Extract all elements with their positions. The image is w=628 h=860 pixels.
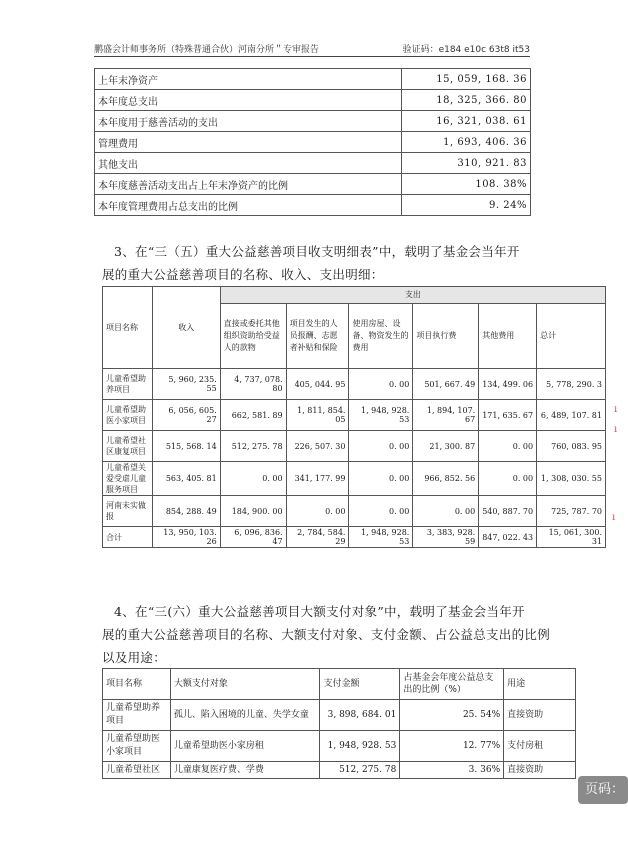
total-cell: 1, 308, 030. 55 <box>537 462 606 496</box>
header-total: 总计 <box>537 304 606 369</box>
table-row <box>95 111 531 132</box>
large-payment-table <box>102 668 576 779</box>
direct-cell: 4, 737, 078. 80 <box>220 369 286 400</box>
paragraph-line: 展的重大公益慈善项目的名称、大额支付对象、支付金额、占公益总支出的比例 <box>102 627 551 642</box>
paragraph-line: 4、在“三(六）重大公益慈善项目大额支付对象”中，载明了基金会当年开 <box>114 604 525 619</box>
header-amount: 支付金额 <box>320 669 400 700</box>
direct-cell: 0. 00 <box>220 462 286 496</box>
facility-cell: 1, 948, 928. 53 <box>349 400 413 431</box>
amount-cell: 3, 898, 684. 01 <box>320 700 400 731</box>
row-label: 其他支出 <box>95 153 402 174</box>
margin-mark: ı <box>614 404 618 415</box>
labor-cell: 2, 784, 584. 29 <box>286 527 349 548</box>
ratio-cell: 12. 77% <box>400 731 504 762</box>
row-label: 上年末净资产 <box>95 69 402 90</box>
header-payee: 大额支付对象 <box>170 669 320 700</box>
paragraph-line: 以及用途： <box>102 650 167 665</box>
header-income: 收入 <box>152 287 220 369</box>
facility-cell: 0. 00 <box>349 462 413 496</box>
income-cell: 5, 960, 235. 55 <box>152 369 220 400</box>
facility-cell: 0. 00 <box>349 369 413 400</box>
margin-mark: ı <box>612 512 616 523</box>
paragraph-line: 展的重大公益慈善项目的名称、收入、支出明细： <box>102 267 384 282</box>
project-name: 儿童希望助医小家项目 <box>103 731 171 762</box>
project-name: 儿童希望助养项目 <box>103 700 171 731</box>
row-label: 管理费用 <box>95 132 402 153</box>
labor-cell: 405, 044. 95 <box>286 369 349 400</box>
amount-cell: 1, 948, 928. 53 <box>320 731 400 762</box>
project-name: 儿童希望社区 <box>103 762 171 779</box>
facility-cell: 1, 948, 928. 53 <box>349 527 413 548</box>
header-rule <box>94 56 530 57</box>
row-value: 16, 321, 038. 61 <box>402 111 531 132</box>
direct-cell: 184, 900. 00 <box>220 496 286 527</box>
payee-cell: 儿童希望助医小家房租 <box>170 731 320 762</box>
row-value: 9. 24% <box>402 195 531 216</box>
header-ratio: 占基金会年度公益总支出的比例（%） <box>400 669 504 700</box>
direct-cell: 6, 096, 836. 47 <box>220 527 286 548</box>
row-label: 本年度管理费用占总支出的比例 <box>95 195 402 216</box>
header-firm-name: 鹏盛会计师事务所（特殊普通合伙）河南分所＂专审报告 <box>94 45 320 55</box>
direct-cell: 512, 275. 78 <box>220 431 286 462</box>
row-value: 310, 921. 83 <box>402 153 531 174</box>
total-cell: 6, 489, 107. 81 <box>537 400 606 431</box>
row-value: 108. 38% <box>402 174 531 195</box>
table-row <box>95 174 531 195</box>
payee-cell: 儿童康复医疗费、学费 <box>170 762 320 779</box>
table-row <box>103 496 606 527</box>
section-4-paragraph <box>102 600 550 669</box>
total-cell: 5, 778, 290. 3 <box>537 369 606 400</box>
execution-cell: 0. 00 <box>413 496 479 527</box>
table-row <box>103 369 606 400</box>
project-income-expense-table <box>102 286 606 548</box>
header-execution-cost: 项目执行费 <box>413 304 479 369</box>
usage-cell: 直接资助 <box>504 700 576 731</box>
other-cell: 0. 00 <box>479 431 537 462</box>
labor-cell: 0. 00 <box>286 496 349 527</box>
income-cell: 13, 950, 103. 26 <box>152 527 220 548</box>
row-label: 本年度用于慈善活动的支出 <box>95 111 402 132</box>
total-cell: 760, 083. 95 <box>537 431 606 462</box>
header-other-cost: 其他费用 <box>479 304 537 369</box>
income-cell: 854, 288. 49 <box>152 496 220 527</box>
ratio-cell: 25. 54% <box>400 700 504 731</box>
execution-cell: 966, 852. 56 <box>413 462 479 496</box>
income-cell: 6, 056, 605. 27 <box>152 400 220 431</box>
project-name: 河南未实做报 <box>103 496 153 527</box>
header-labor-cost: 项目发生的人员报酬、志愿者补贴和保险 <box>286 304 349 369</box>
row-label: 本年度慈善活动支出占上年末净资产的比例 <box>95 174 402 195</box>
facility-cell: 0. 00 <box>349 496 413 527</box>
execution-cell: 1, 894, 107. 67 <box>413 400 479 431</box>
income-cell: 563, 405. 81 <box>152 462 220 496</box>
other-cell: 134, 499. 06 <box>479 369 537 400</box>
row-label: 本年度总支出 <box>95 90 402 111</box>
row-value: 1, 693, 406. 36 <box>402 132 531 153</box>
total-row <box>103 527 606 548</box>
table-row <box>103 700 576 731</box>
table-row <box>103 762 576 779</box>
table-row <box>95 132 531 153</box>
total-cell: 15, 061, 300. 31 <box>537 527 606 548</box>
usage-cell: 直接资助 <box>504 762 576 779</box>
amount-cell: 512, 275. 78 <box>320 762 400 779</box>
section-3-paragraph <box>102 240 520 286</box>
total-cell: 725, 787. 70 <box>537 496 606 527</box>
table-row <box>103 462 606 496</box>
row-value: 15, 059, 168. 36 <box>402 69 531 90</box>
payee-cell: 孤儿、陷入困境的儿童、失学女童 <box>170 700 320 731</box>
other-cell: 0. 00 <box>479 462 537 496</box>
project-name: 儿童希望关爱受虐儿童服务项目 <box>103 462 153 496</box>
usage-cell: 支付房租 <box>504 731 576 762</box>
direct-cell: 662, 581. 89 <box>220 400 286 431</box>
other-cell: 171, 635. 67 <box>479 400 537 431</box>
table-row <box>95 90 531 111</box>
row-value: 18, 325, 366. 80 <box>402 90 531 111</box>
facility-cell: 0. 00 <box>349 431 413 462</box>
table-row <box>95 69 531 90</box>
paragraph-line: 3、在“三（五）重大公益慈善项目收支明细表”中，载明了基金会当年开 <box>114 244 520 259</box>
table-row <box>103 400 606 431</box>
total-label: 合计 <box>103 527 153 548</box>
page-header <box>94 40 530 56</box>
labor-cell: 1, 811, 854. 05 <box>286 400 349 431</box>
header-usage: 用途 <box>504 669 576 700</box>
project-name: 儿童希望助医小家项目 <box>103 400 153 431</box>
table-row <box>95 153 531 174</box>
header-expense: 支出 <box>220 287 605 304</box>
project-name: 儿童希望助养项目 <box>103 369 153 400</box>
labor-cell: 226, 507. 30 <box>286 431 349 462</box>
header-project-name: 项目名称 <box>103 669 171 700</box>
table-row <box>95 195 531 216</box>
page-code-badge[interactable]: 页码： <box>578 776 628 804</box>
table-row <box>103 731 576 762</box>
header-facility-cost: 使用房屋、设备、物资发生的费用 <box>349 304 413 369</box>
project-name: 儿童希望社区康复项目 <box>103 431 153 462</box>
income-cell: 515, 568. 14 <box>152 431 220 462</box>
execution-cell: 3, 383, 928. 59 <box>413 527 479 548</box>
header-project-name: 项目名称 <box>103 287 153 369</box>
other-cell: 847, 022. 43 <box>479 527 537 548</box>
header-direct-aid: 直接或委托其他组织资助给受益人的款物 <box>220 304 286 369</box>
header-verification-code: 验证码：e184 e10c 63t8 it53 <box>402 45 530 55</box>
execution-cell: 501, 667. 49 <box>413 369 479 400</box>
margin-mark: ı <box>614 424 618 435</box>
summary-table <box>94 68 531 216</box>
execution-cell: 21, 300. 87 <box>413 431 479 462</box>
table-row <box>103 431 606 462</box>
other-cell: 540, 887. 70 <box>479 496 537 527</box>
ratio-cell: 3. 36% <box>400 762 504 779</box>
labor-cell: 341, 177. 99 <box>286 462 349 496</box>
